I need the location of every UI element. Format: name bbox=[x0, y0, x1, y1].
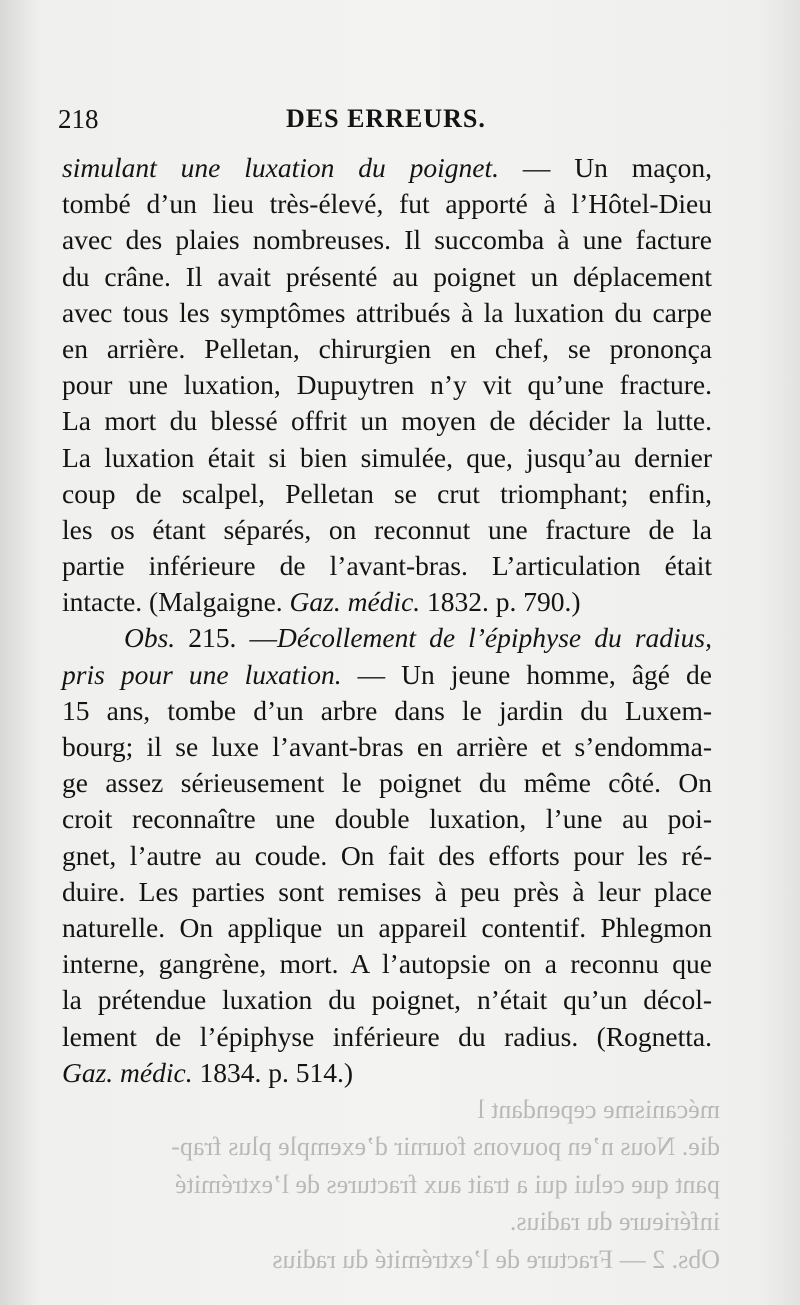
text-segment: tombé d’un lieu très-élevé, fut apporté à l’Hôtel-Dieu bbox=[62, 188, 712, 220]
text-segment: lement de l’épiphyse inférieure du radius. (Rognetta. bbox=[62, 1020, 712, 1052]
italic-text: Obs. bbox=[124, 622, 176, 654]
running-head bbox=[58, 104, 708, 140]
text-segment: bourg; il se luxe l’avant-bras en arrière et s’endomma- bbox=[62, 731, 712, 762]
text-line bbox=[62, 910, 712, 946]
text-segment: La mort du blessé offrit un moyen de décider la lutte. bbox=[62, 405, 712, 437]
text-segment: interne, gangrène, mort. A l’autopsie on a reconnu que bbox=[62, 948, 712, 980]
text-segment: — Un maçon, bbox=[499, 152, 712, 183]
text-line bbox=[62, 295, 712, 331]
text-segment: avec tous les symptômes attribués à la luxation du carpe bbox=[62, 296, 712, 328]
text-line bbox=[62, 765, 712, 801]
bleed-through-line: mécanisme cependant l bbox=[477, 1095, 720, 1124]
text-segment: croit reconnaître une double luxation, l’une au poi- bbox=[62, 803, 712, 835]
text-segment: 15 ans, tombe d’un arbre dans le jardin du Luxem- bbox=[62, 694, 712, 726]
text-line bbox=[62, 259, 712, 295]
text-line bbox=[62, 403, 712, 439]
text-line bbox=[62, 222, 712, 258]
italic-text: Gaz. médic. bbox=[289, 586, 421, 618]
text-segment: la prétendue luxation du poignet, n’était qu’un décol- bbox=[62, 984, 712, 1016]
page-number: 218 bbox=[58, 104, 99, 134]
text-line bbox=[62, 1019, 712, 1055]
text-segment: 1834. p. 514.) bbox=[192, 1056, 354, 1088]
body-text bbox=[62, 150, 712, 1091]
text-line bbox=[62, 657, 712, 693]
text-segment: 215. — bbox=[175, 622, 278, 654]
text-segment: avec des plaies nombreuses. Il succomba à une facture bbox=[62, 224, 712, 256]
text-segment: du crâne. Il avait présenté au poignet un déplacement bbox=[62, 260, 712, 292]
text-line bbox=[62, 512, 712, 548]
text-segment: intacte. (Malgaigne. bbox=[62, 586, 290, 618]
text-segment: La luxation était si bien simulée, que, jusqu’au dernier bbox=[62, 441, 712, 473]
text-segment: pour une luxation, Dupuytren n’y vit qu’une fracture. bbox=[62, 369, 712, 401]
text-line bbox=[62, 801, 712, 837]
text-line bbox=[62, 548, 712, 584]
italic-text: simulant une luxation du poignet. bbox=[62, 152, 500, 183]
text-line bbox=[62, 440, 712, 476]
text-line bbox=[62, 476, 712, 512]
text-line bbox=[62, 367, 712, 403]
bleed-through-line: inférieure du radius. bbox=[509, 1207, 720, 1236]
text-line bbox=[62, 874, 712, 910]
text-segment: les os étant séparés, on reconnut une fracture de la bbox=[62, 513, 712, 545]
running-title: DES ERREURS. bbox=[286, 104, 486, 133]
bleed-through-line: Obs. 2 — Fracture de l’extrémité du radius bbox=[272, 1245, 720, 1274]
text-line bbox=[62, 584, 712, 620]
text-line bbox=[62, 150, 712, 186]
text-line bbox=[62, 838, 712, 874]
bleed-through-line: pant que celui qui a trait aux fractures de l’extrémité bbox=[174, 1170, 720, 1199]
text-line bbox=[62, 729, 712, 765]
text-line bbox=[62, 331, 712, 367]
text-segment: en arrière. Pelletan, chirurgien en chef, se prononça bbox=[62, 332, 712, 364]
italic-text: Gaz. médic. bbox=[62, 1056, 193, 1088]
text-segment: gnet, l’autre au coude. On fait des efforts pour les ré- bbox=[62, 839, 712, 871]
bleed-through-line: die. Nous n’en pouvons fournir d’exemple plus frap- bbox=[171, 1132, 720, 1161]
text-segment: 1832. p. 790.) bbox=[420, 586, 581, 618]
text-segment: coup de scalpel, Pelletan se crut triomphant; enfin, bbox=[62, 477, 712, 509]
text-line bbox=[62, 693, 712, 729]
text-segment: duire. Les parties sont remises à peu près à leur place bbox=[62, 875, 712, 907]
text-line bbox=[62, 982, 712, 1018]
text-line bbox=[62, 186, 712, 222]
italic-text: pris pour une luxation. bbox=[62, 658, 342, 690]
text-segment: partie inférieure de l’avant-bras. L’articulation était bbox=[62, 550, 712, 582]
italic-text: Décollement de l’épiphyse du radius, bbox=[277, 622, 712, 654]
text-segment: ge assez sérieusement le poignet du même côté. On bbox=[62, 767, 712, 799]
text-segment: naturelle. On applique un appareil contentif. Phlegmon bbox=[62, 911, 712, 943]
text-line bbox=[62, 620, 712, 656]
text-line bbox=[62, 1055, 712, 1091]
text-segment: — Un jeune homme, âgé de bbox=[341, 658, 712, 690]
text-line bbox=[62, 946, 712, 982]
